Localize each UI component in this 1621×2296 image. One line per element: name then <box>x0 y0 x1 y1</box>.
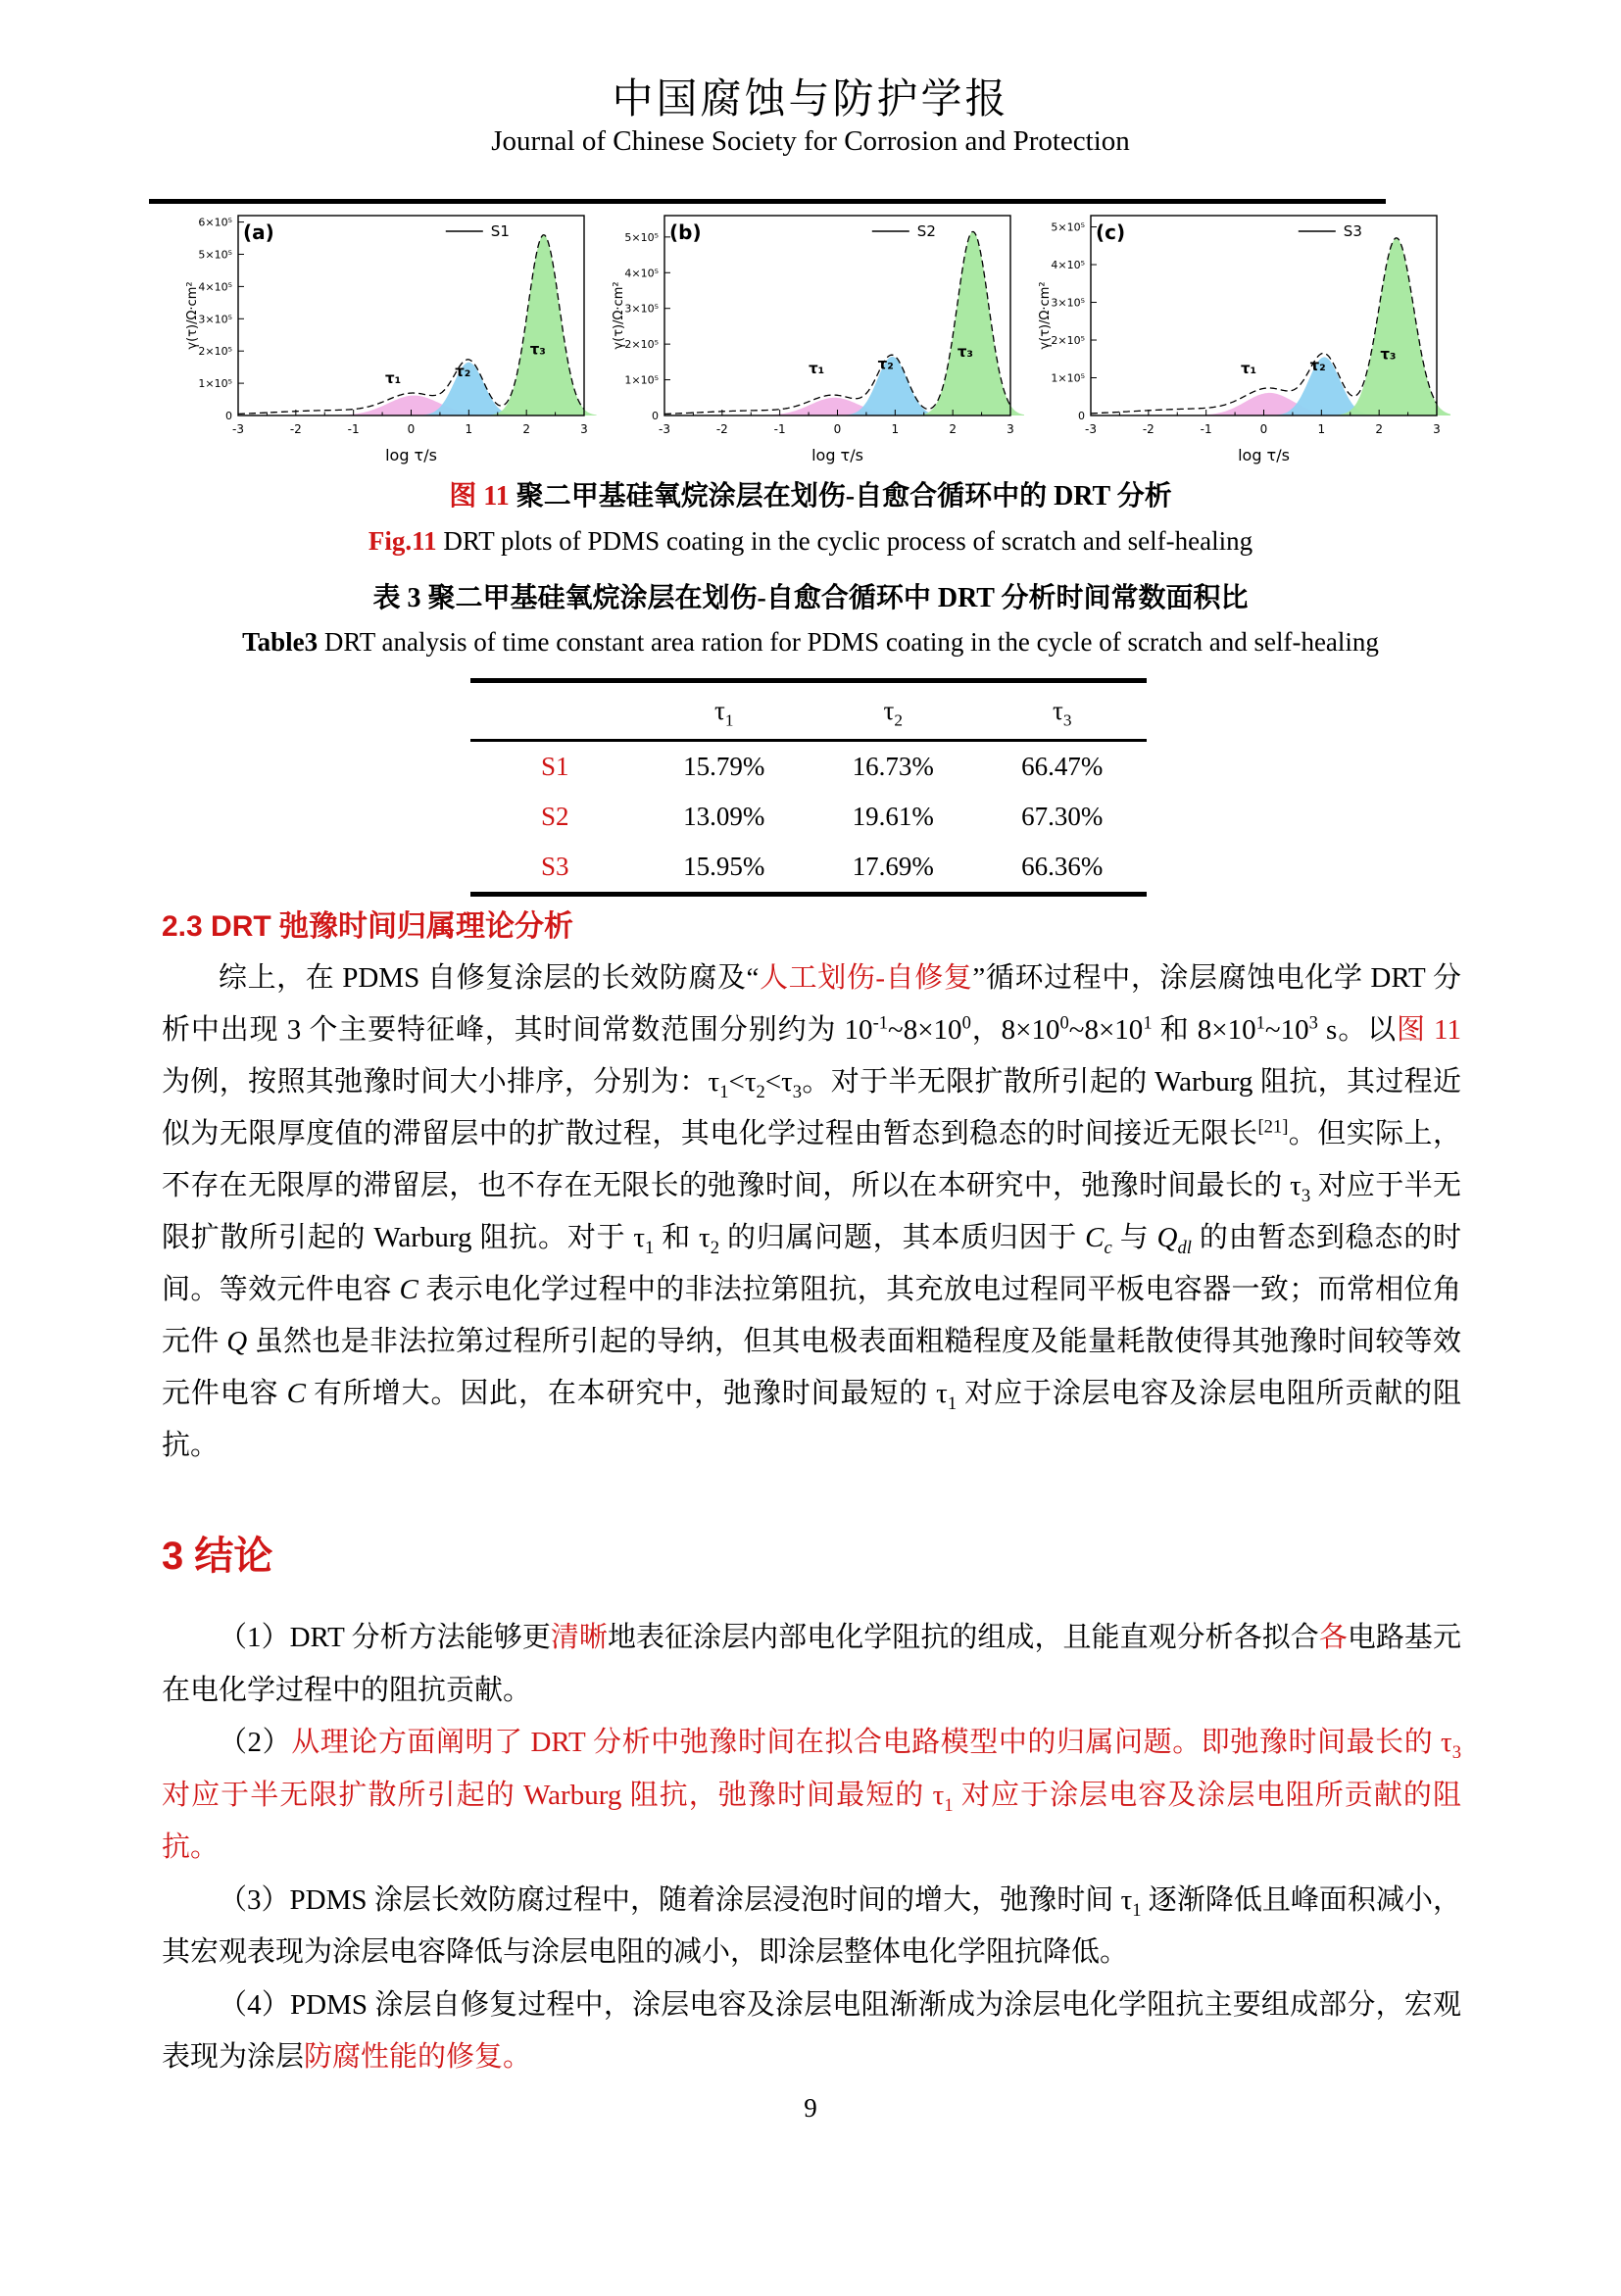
y-tick-label: 0 <box>225 410 232 422</box>
table-cell: 13.09% <box>683 802 765 831</box>
legend-label: S2 <box>916 222 936 240</box>
x-tick-label: -2 <box>715 422 728 436</box>
table-corner-cell <box>470 681 640 741</box>
x-tick-label: -3 <box>1085 422 1097 436</box>
y-tick-label: 5×10⁵ <box>624 230 659 244</box>
peak-label-3: τ₃ <box>529 340 546 359</box>
table-cell: 15.79% <box>683 752 765 781</box>
x-tick-label: 3 <box>580 422 588 436</box>
table-row <box>470 842 1147 895</box>
y-tick-label: 2×10⁵ <box>1051 334 1085 348</box>
peak-label-2: τ₂ <box>877 355 894 373</box>
y-tick-label: 1×10⁵ <box>198 377 232 391</box>
drt-chart-b <box>608 206 1024 468</box>
row-label: S1 <box>540 752 569 781</box>
y-tick-label: 4×10⁵ <box>624 267 659 280</box>
x-axis-label: log τ/s <box>811 446 863 464</box>
row-label: S3 <box>540 852 569 881</box>
drt-chart-c <box>1034 206 1450 468</box>
panel-letter: (a) <box>243 220 274 244</box>
table-body <box>470 741 1147 895</box>
table-row <box>470 741 1147 793</box>
legend-label: S1 <box>490 222 510 240</box>
y-tick-label: 4×10⁵ <box>1051 259 1085 272</box>
x-tick-label: -1 <box>1200 422 1212 436</box>
conclusion-2: （2）从理论方面阐明了 DRT 分析中弛豫时间在拟合电路模型中的归属问题。即弛豫时间最长的 $\tau_3$ 对应于半无限扩散所引起的 Warburg 阻抗，弛豫时间最短的 $\tau_1$ 对应于涂层电容及涂层电阻所贡献的阻抗。 <box>162 1727 1461 1863</box>
page-number: 9 <box>804 2093 817 2123</box>
x-tick-label: 2 <box>522 422 530 436</box>
table-col-header: $\tau_2$ <box>809 681 978 741</box>
x-tick-label: 0 <box>1259 422 1268 436</box>
x-tick-label: -1 <box>773 422 786 436</box>
panel-letter: (b) <box>669 220 702 244</box>
table-header-row <box>470 681 1147 741</box>
y-tick-label: 3×10⁵ <box>198 313 232 326</box>
drt-chart-a <box>181 206 598 468</box>
row-label: S2 <box>540 802 569 831</box>
y-tick-label: 5×10⁵ <box>198 248 232 262</box>
table-col-header: $\tau_1$ <box>640 681 810 741</box>
table-cell: 15.95% <box>683 852 765 881</box>
peak-label-1: τ₁ <box>1240 359 1257 377</box>
x-axis-label: log τ/s <box>1238 446 1290 464</box>
x-tick-label: 2 <box>1375 422 1383 436</box>
table-caption-en: Table3 DRT analysis of time constant area ration for PDMS coating in the cycle of scratch and self-healing <box>242 627 1379 657</box>
y-tick-label: 2×10⁵ <box>624 338 659 352</box>
table-cell: 66.47% <box>1021 752 1104 781</box>
table-cell: 17.69% <box>852 852 934 881</box>
peak-label-1: τ₁ <box>809 360 825 378</box>
y-tick-label: 1×10⁵ <box>1051 371 1085 385</box>
x-axis-label: log τ/s <box>385 446 437 464</box>
x-tick-label: 3 <box>1007 422 1014 436</box>
figure-11-charts <box>181 206 1450 468</box>
y-tick-label: 5×10⁵ <box>1051 220 1085 234</box>
x-tick-label: -2 <box>289 422 302 436</box>
peak-label-3: τ₃ <box>957 342 974 361</box>
y-axis-label: γ(τ)/Ω·cm² <box>612 281 626 350</box>
conclusion-1: （1）DRT 分析方法能够更清晰地表征涂层内部电化学阻抗的组成，且能直观分析各拟合各电路基元在电化学过程中的阻抗贡献。 <box>162 1622 1461 1706</box>
drt-table <box>470 678 1147 897</box>
x-tick-label: 1 <box>891 422 900 436</box>
conclusion-4: （4）PDMS 涂层自修复过程中，涂层电容及涂层电阻渐渐成为涂层电化学阻抗主要组成部分，宏观表现为涂层防腐性能的修复。 <box>162 1988 1461 2073</box>
y-tick-label: 3×10⁵ <box>624 302 659 316</box>
y-tick-label: 2×10⁵ <box>198 345 232 359</box>
legend-label: S3 <box>1343 222 1362 240</box>
table-col-header: $\tau_3$ <box>978 681 1148 741</box>
section-2-3-body <box>162 953 1461 1472</box>
x-tick-label: 3 <box>1433 422 1441 436</box>
panel-letter: (c) <box>1096 220 1126 244</box>
x-tick-label: -3 <box>232 422 244 436</box>
table-caption-cn: 表 3 聚二甲基硅氧烷涂层在划伤-自愈合循环中 DRT 分析时间常数面积比 <box>372 583 1249 613</box>
peak-fill-3 <box>491 235 597 415</box>
x-tick-label: 0 <box>407 422 416 436</box>
section-3-heading: 3 结论 <box>162 1535 273 1578</box>
y-tick-label: 1×10⁵ <box>624 373 659 387</box>
peak-fill-3 <box>1338 238 1450 415</box>
peak-label-2: τ₂ <box>1309 356 1326 374</box>
journal-title-en: Journal of Chinese Society for Corrosion and Protection <box>491 125 1130 157</box>
x-tick-label: -1 <box>347 422 360 436</box>
x-tick-label: 1 <box>465 422 473 436</box>
peak-label-3: τ₃ <box>1380 345 1397 364</box>
table-cell: 67.30% <box>1021 802 1104 831</box>
y-tick-label: 0 <box>1078 410 1085 422</box>
header-rule <box>149 199 1386 204</box>
x-tick-label: 2 <box>949 422 957 436</box>
y-tick-label: 3×10⁵ <box>1051 296 1085 310</box>
journal-title-cn: 中国腐蚀与防护学报 <box>612 77 1009 122</box>
conclusions <box>162 1612 1461 2084</box>
conclusion-3: （3）PDMS 涂层长效防腐过程中，随着涂层浸泡时间的增大，弛豫时间 $\tau_1$ 逐渐降低且峰面积减小，其宏观表现为涂层电容降低与涂层电阻的减小，即涂层整体电化学阻抗降低。 <box>162 1883 1461 1968</box>
x-tick-label: -2 <box>1142 422 1154 436</box>
y-axis-label: γ(τ)/Ω·cm² <box>1038 281 1053 350</box>
x-tick-label: -3 <box>659 422 670 436</box>
peak-label-1: τ₁ <box>385 369 402 388</box>
peak-label-2: τ₂ <box>455 362 471 380</box>
paragraph-2-3: 综上，在 PDMS 自修复涂层的长效防腐及“人工划伤-自修复”循环过程中，涂层腐蚀电化学 DRT 分析中出现 3 个主要特征峰，其时间常数范围分别约为 $10^{-1}\sim 8\times 10^0$，$8\times 10^0\sim 8\times 10^1$ 和 $8\times 10^1\sim 10^3$ s。以图 11 为例，按照其弛豫时间大小排序，分别为：$\tau_1<\tau_2<\tau_3$。对于半无限扩散所引起的 Warburg 阻抗，其过程近似为无限厚度值的滞留层中的扩散过程，其电化学过程由暂态到稳态的时间接近无限长[21]。但实际上，不存在无限厚的滞留层，也不存在无限长的弛豫时间，所以在本研究中，弛豫时间最长的 $\tau_3$ 对应于半无限扩散所引起的 Warburg 阻抗。对于 $\tau_1$ 和 $\tau_2$ 的归属问题，其本质归因于 $C_c$ 与 $Q_{dl}$ 的由暂态到稳态的时间。等效元件电容 C 表示电化学过程中的非法拉第阻抗，其充放电过程同平板电容器一致；而常相位角元件 Q 虽然也是非法拉第过程所引起的导纳，但其电极表面粗糙程度及能量耗散使得其弛豫时间较等效元件电容 C 有所增大。因此，在本研究中，弛豫时间最短的 $\tau_1$ 对应于涂层电容及涂层电阻所贡献的阻抗。 <box>162 962 1461 1461</box>
table-cell: 19.61% <box>852 802 934 831</box>
table-row <box>470 792 1147 842</box>
y-tick-label: 4×10⁵ <box>198 280 232 294</box>
section-2-3-heading: 2.3 DRT 弛豫时间归属理论分析 <box>162 910 574 943</box>
x-tick-label: 1 <box>1317 422 1326 436</box>
y-tick-label: 6×10⁵ <box>198 216 232 229</box>
y-tick-label: 0 <box>652 410 659 422</box>
peak-fill-3 <box>920 232 1024 415</box>
y-axis-label: γ(τ)/Ω·cm² <box>185 281 200 350</box>
table-cell: 16.73% <box>852 752 934 781</box>
figure-caption-cn: 图 11 聚二甲基硅氧烷涂层在划伤-自愈合循环中的 DRT 分析 <box>449 481 1172 512</box>
figure-caption-en: Fig.11 DRT plots of PDMS coating in the cyclic process of scratch and self-healing <box>368 526 1253 556</box>
x-tick-label: 0 <box>833 422 842 436</box>
table-cell: 66.36% <box>1021 852 1104 881</box>
